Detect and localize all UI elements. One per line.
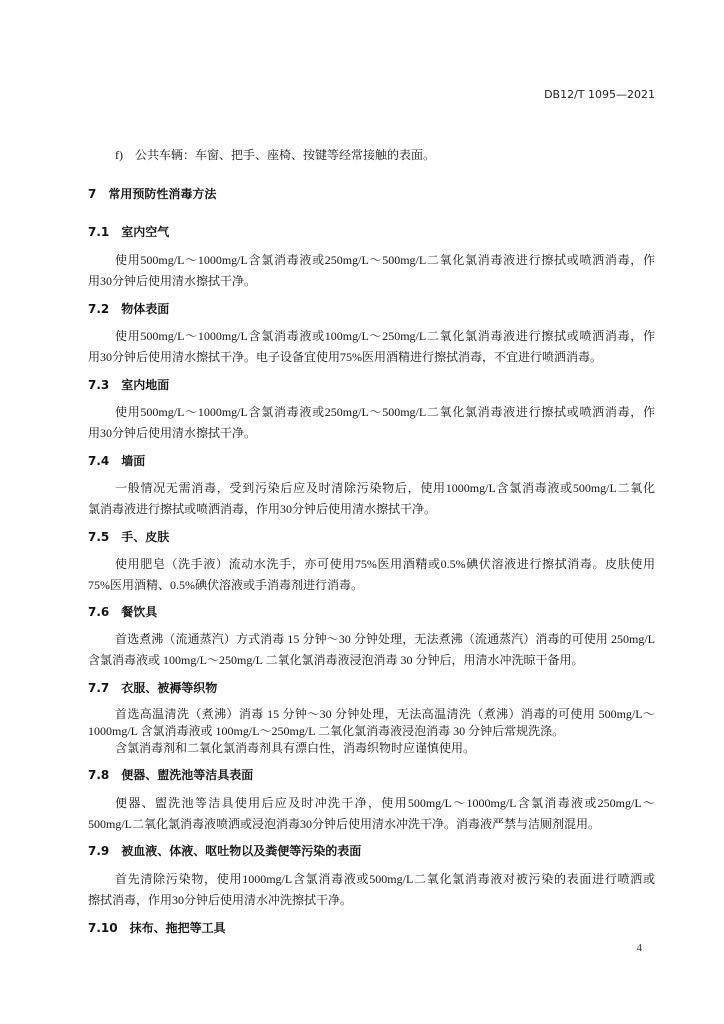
paragraph-line: 用30分钟后使用清水擦拭干净。 xyxy=(88,426,257,440)
paragraph-7-3 xyxy=(88,402,655,444)
heading-title: 抹布、拖把等工具 xyxy=(129,921,226,935)
paragraph-7-6 xyxy=(88,629,655,671)
paragraph-7-9 xyxy=(88,869,655,911)
section-heading-7-3 xyxy=(88,375,655,396)
heading-number: 7.1 xyxy=(88,225,110,239)
paragraph-line: 1000mg/L 含氯消毒液或 100mg/L～250mg/L 二氧化氯消毒液浸泡消毒 30 分钟后常规洗涤。 xyxy=(88,724,565,738)
paragraph-line: 500mg/L二氧化氯消毒液喷洒或浸泡消毒30分钟后使用清水冲洗干净。消毒液严禁与洁厕剂混用。 xyxy=(88,817,601,831)
heading-title: 室内空气 xyxy=(121,225,170,239)
section-heading-7-10 xyxy=(88,918,655,939)
section-heading-7-1 xyxy=(88,222,655,243)
document-code: DB12/T 1095—2021 xyxy=(544,88,655,101)
section-heading-7-4 xyxy=(88,451,655,472)
heading-number: 7.2 xyxy=(88,302,110,316)
section-heading-7-5 xyxy=(88,527,655,548)
heading-title: 物体表面 xyxy=(121,302,170,316)
heading-number: 7 xyxy=(88,187,97,201)
heading-title: 衣服、被褥等织物 xyxy=(121,681,218,695)
heading-title: 便器、盥洗池等洁具表面 xyxy=(121,768,254,782)
heading-number: 7.5 xyxy=(88,530,110,544)
paragraph-7-7 xyxy=(88,706,655,757)
paragraph-7-1 xyxy=(88,250,655,292)
paragraph-line: 含氯消毒液或 100mg/L～250mg/L 二氧化氯消毒液浸泡消毒 30 分钟后，用清水冲洗晾干备用。 xyxy=(88,653,584,667)
heading-title: 常用预防性消毒方法 xyxy=(108,187,217,201)
list-item-text: 公共车辆：车窗、把手、座椅、按键等经常接触的表面。 xyxy=(135,148,436,162)
heading-number: 7.8 xyxy=(88,768,110,782)
paragraph-line: 75%医用酒精、0.5%碘伏溶液或手消毒剂进行消毒。 xyxy=(88,578,363,592)
heading-number: 7.10 xyxy=(88,921,118,935)
heading-number: 7.7 xyxy=(88,681,110,695)
heading-number: 7.6 xyxy=(88,605,110,619)
paragraph-line: 首选高温清洗（煮沸）消毒 15 分钟～30 分钟处理，无法高温清洗（煮沸）消毒的可使用 500mg/L～ xyxy=(115,707,655,721)
paragraph-line: 用30分钟后使用清水擦拭干净。电子设备宜使用75%医用酒精进行擦拭消毒，不宜进行喷洒消毒。 xyxy=(88,350,602,364)
section-heading-7-8 xyxy=(88,765,655,786)
chapter-heading xyxy=(88,184,655,205)
paragraph-line: 首选煮沸（流通蒸汽）方式消毒 15 分钟～30 分钟处理，无法煮沸（流通蒸汽）消毒的可使用 250mg/L xyxy=(115,632,655,646)
section-heading-7-6 xyxy=(88,602,655,623)
paragraph-7-4 xyxy=(88,478,655,520)
paragraph-line: 便器、盥洗池等洁具使用后应及时冲洗干净，使用500mg/L～1000mg/L含氯消毒液或250mg/L～ xyxy=(115,796,655,810)
paragraph-line: 使用500mg/L～1000mg/L含氯消毒液或250mg/L～500mg/L二氧化氯消毒液进行擦拭或喷洒消毒，作 xyxy=(115,405,655,419)
heading-title: 墙面 xyxy=(121,454,146,468)
list-marker: f) xyxy=(115,148,123,162)
heading-number: 7.9 xyxy=(88,844,110,858)
heading-number: 7.4 xyxy=(88,454,110,468)
paragraph-7-2 xyxy=(88,326,655,368)
heading-title: 餐饮具 xyxy=(121,605,158,619)
paragraph-line: 使用500mg/L～1000mg/L含氯消毒液或100mg/L～250mg/L二氧化氯消毒液进行擦拭或喷洒消毒，作 xyxy=(115,329,655,343)
heading-title: 被血液、体液、呕吐物以及粪便等污染的表面 xyxy=(121,844,362,858)
paragraph-line: 含氯消毒剂和二氧化氯消毒剂具有漂白性，消毒织物时应谨慎使用。 xyxy=(115,741,476,755)
paragraph-line: 使用500mg/L～1000mg/L含氯消毒液或250mg/L～500mg/L二氧化氯消毒液进行擦拭或喷洒消毒，作 xyxy=(115,253,655,267)
paragraph-line: 首先清除污染物，使用1000mg/L含氯消毒液或500mg/L二氧化氯消毒液对被污染的表面进行喷洒或 xyxy=(115,872,655,886)
heading-title: 室内地面 xyxy=(121,378,170,392)
page-number: 4 xyxy=(636,942,642,954)
paragraph-line: 一般情况无需消毒，受到污染后应及时清除污染物后，使用1000mg/L含氯消毒液或500mg/L二氧化 xyxy=(115,481,655,495)
section-heading-7-9 xyxy=(88,841,655,862)
paragraph-line: 用30分钟后使用清水擦拭干净。 xyxy=(88,274,257,288)
paragraph-7-8 xyxy=(88,793,655,835)
list-item-f xyxy=(115,145,655,166)
section-heading-7-7 xyxy=(88,678,655,699)
paragraph-line: 擦拭消毒，作用30分钟后使用清水冲洗擦拭干净。 xyxy=(88,893,353,907)
section-heading-7-2 xyxy=(88,299,655,320)
heading-title: 手、皮肤 xyxy=(121,530,170,544)
paragraph-line: 使用肥皂（洗手液）流动水洗手，亦可使用75%医用酒精或0.5%碘伏溶液进行擦拭消毒。皮肤使用 xyxy=(115,557,655,571)
paragraph-7-5 xyxy=(88,554,655,596)
heading-number: 7.3 xyxy=(88,378,110,392)
paragraph-line: 氯消毒液进行擦拭或喷洒消毒，作用30分钟后使用清水擦拭干净。 xyxy=(88,502,437,516)
